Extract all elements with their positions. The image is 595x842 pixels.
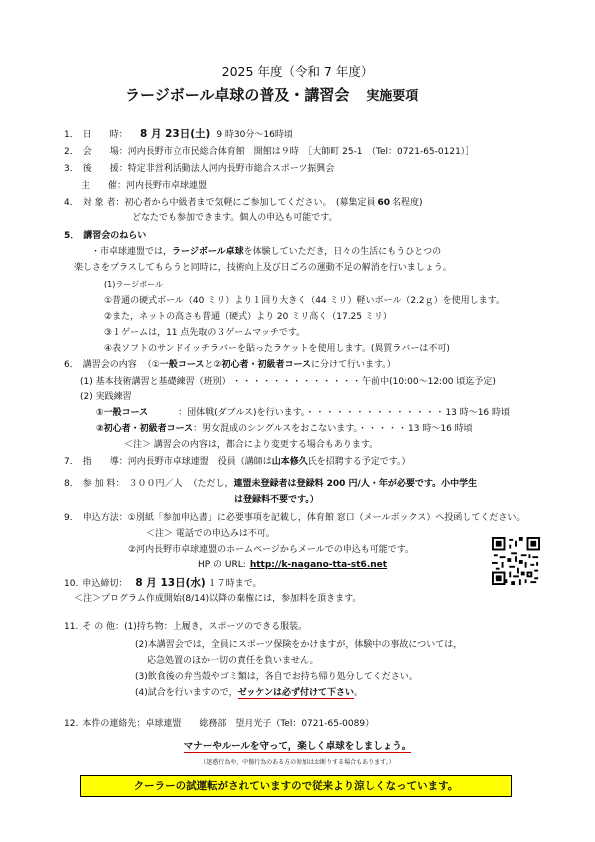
fee-note: （ただし， [188, 479, 234, 489]
content-s2: (2) 実践練習 [80, 392, 132, 402]
item-label: 講習会の内容 [82, 360, 137, 370]
contact-text: 本件の連絡先：卓球連盟 総務部 望月光子（Tel：0721-65-0089） [82, 719, 375, 729]
item-number: 2． [64, 147, 79, 157]
item-label: 申込締切： [82, 579, 128, 589]
aim-text: ・市卓球連盟では， [91, 247, 173, 257]
item-cosponsor [64, 163, 334, 175]
sponsor-text: 河内長野市卓球連盟 [126, 181, 208, 191]
item-target [64, 197, 423, 209]
item-label: 申込方法： [82, 513, 128, 523]
date-value [140, 128, 293, 141]
content-note: ＜注＞ 講習会の内容は，都合により変更する場合もあります。 [124, 440, 379, 450]
other-l4 [135, 687, 363, 699]
cosponsor-text: 特定非営利活動法人河内長野市総合スポーツ振興会 [127, 164, 335, 174]
item-content [64, 359, 396, 371]
aim-point-3: ③１ゲームは，11 点先取の３ゲームマッチです。 [104, 328, 306, 338]
content-text: に分けて行います。） [311, 360, 396, 370]
item-number: 12. [64, 719, 79, 729]
other-emphasis: ゼッケンは必ず付けて下さい [237, 688, 354, 698]
item-date [64, 129, 128, 141]
content-time: 午前中(10:00～12:00 頃迄予定) [362, 377, 496, 387]
item-number: 6． [64, 360, 79, 370]
leader-dots: ・・・・・ [358, 424, 409, 434]
apply-url-row [198, 559, 387, 571]
aim-heading [64, 230, 146, 242]
item-label: 参 加 料： [82, 479, 125, 489]
item-fee [64, 478, 477, 490]
item-sponsor [81, 180, 207, 192]
other-text: 。 [353, 688, 363, 698]
course-2 [96, 423, 473, 435]
item-number: 5． [64, 231, 80, 241]
fee-value: ３００円／人 [128, 479, 183, 489]
other-l2b: 応急処置のほか一切の責任を負いません。 [147, 656, 319, 666]
item-other [64, 621, 307, 633]
apply-note: ＜注＞ 電話での申込みは不可。 [146, 529, 275, 539]
qr-code-icon [492, 537, 540, 585]
item-venue [64, 146, 474, 158]
item-label: 対 象 者： [82, 198, 125, 208]
item-label: 指 導： [82, 457, 128, 467]
item-deadline [64, 577, 262, 590]
deadline-note: ＜注＞プログラム作成開始(8/14)以降の棄権には，参加料を頂きます。 [74, 594, 362, 604]
capacity-suffix: 名程度) [392, 198, 423, 208]
target-text: 初心者から中級者まで気軽にご参加してください。 (募集定員 [124, 198, 376, 208]
instructor-text: 河内長野市卓球連盟 役員（講師は [127, 457, 272, 467]
fee-note-bold: 連盟未登録者は登録料 200 円/人・年が必要です。小中学生 [233, 479, 478, 489]
other-text: (4)試合を行いますので， [135, 688, 238, 698]
content-text: （① [142, 360, 160, 370]
instructor-name: 山本修久 [271, 457, 308, 467]
item-number: 11. [64, 622, 79, 632]
title-main: ラージボール卓球の普及・講習会 [125, 86, 350, 104]
title-suffix: 実施要項 [366, 89, 419, 104]
course-time: 13 時～16 時頃 [408, 424, 473, 434]
item-number: 7． [64, 457, 79, 467]
course-name: ②初心者・初級者コース [96, 424, 194, 434]
course-1 [96, 407, 510, 419]
item-number: 8． [64, 479, 79, 489]
other-l2: (2)本講習会では，全員にスポーツ保険をかけますが，体験中の事故については， [135, 640, 463, 650]
content-highlight: 初心者・初級者コース [221, 360, 312, 370]
item-number: 1． [64, 130, 79, 140]
course-time: 13 時～16 時頃 [445, 408, 511, 418]
aim-point-4: ④表ソフトのサンドイッチラバーを貼ったラケットを使用します。(異質ラバーは不可) [104, 344, 450, 354]
deadline-suffix: １７時まで。 [207, 579, 262, 589]
deadline-date: 8 月 13日(水) [135, 577, 206, 589]
item-label: 主 催： [81, 181, 127, 191]
fee-note-line2: は登録料不要です。） [234, 495, 319, 505]
content-highlight: 一般コース [159, 360, 205, 370]
item-contact [64, 718, 374, 730]
other-text: (1)持ち物：上履き，スポーツのできる服装。 [124, 622, 308, 632]
course-name: ①一般コース [96, 408, 149, 418]
course-desc: ：団体戦(ダブルス)を行います。 [178, 408, 306, 418]
item-number: 9． [64, 513, 79, 523]
item-label: 日 時： [82, 130, 128, 140]
capacity-number: 60 [377, 198, 391, 208]
apply-line2: ②河内長野市卓球連盟のホームページからメールでの申込も可能です。 [128, 545, 414, 555]
item-number: 3． [64, 164, 79, 174]
leader-dots: ・・・・・・・・・・・・・・ [305, 408, 446, 418]
target-line2: どなたでも参加できます。個人の申込も可能です。 [132, 213, 338, 223]
apply-text: ①別紙「参加申込書」に必要事項を記載し，体育館 窓口（メールボックス）へ投函してください。 [127, 513, 526, 523]
url-label: HP の URL: [198, 560, 246, 570]
year-heading: 2025 年度（令和 7 年度） [221, 64, 374, 79]
cooler-notice [80, 775, 512, 797]
aim-subtitle: (1)ラージボール [104, 280, 164, 289]
cooler-text: クーラーの試運転がされていますので従来より涼しくなっています。 [133, 780, 459, 792]
manner-note: （迷惑行為や，中傷行為のある方の参加はお断りする場合もあります。） [200, 759, 395, 766]
aim-highlight: ラージボール卓球 [172, 247, 244, 257]
item-number: 4． [64, 198, 79, 208]
content-text: と② [204, 360, 222, 370]
aim-point-2: ②また，ネットの高さも普通（硬式）より 20 ミリ高く（17.25 ミリ） [104, 312, 392, 322]
content-s1 [80, 376, 496, 388]
aim-line1 [91, 246, 441, 258]
course-desc: ：男女混成のシングルスをおこないます。 [193, 424, 359, 434]
item-label: 後 援： [82, 164, 128, 174]
date-text: 8 月 23日(土) [140, 128, 211, 140]
page-title [125, 86, 419, 104]
item-number: 10. [64, 579, 79, 589]
item-label: そ の 他： [82, 622, 125, 632]
aim-title: 講習会のねらい [83, 231, 147, 241]
manner-text: マナーやルールを守って，楽しく卓球をしましょう。 [183, 741, 412, 752]
aim-point-1: ①普通の硬式ボール（40 ミリ）より１回り大きく（44 ミリ）軽いボール（2.2ｇ）を使用します。 [104, 296, 505, 306]
other-l3: (3)飲食後の弁当殻やゴミ類は，各自でお持ち帰り処分してください。 [135, 672, 418, 682]
manner-line [0, 741, 595, 753]
aim-text: を体験していただき，日々の生活にもうひとつの [243, 247, 442, 257]
homepage-link[interactable]: http://k-nagano-tta-st6.net [249, 560, 388, 570]
item-instructor [64, 456, 411, 468]
item-apply [64, 512, 525, 524]
aim-line2: 楽しさをプラスしてもらうと同時に，技術向上及び日ごろの運動不足の解消を行いましょう。 [74, 263, 452, 273]
venue-text: 河内長野市立市民総合体育館 開館は９時 ［大師町 25-1 （Tel：0721-65-0121）］ [127, 147, 475, 157]
time-text: 9 時30分～16時頃 [216, 130, 293, 140]
item-label: 会 場： [82, 147, 128, 157]
instructor-text: 氏を招聘する予定です。） [307, 457, 411, 467]
content-text: (1) 基本技術講習と基礎練習（班別） [80, 377, 227, 387]
leader-dots: ・・・・・・・・・・・・・ [232, 377, 363, 387]
